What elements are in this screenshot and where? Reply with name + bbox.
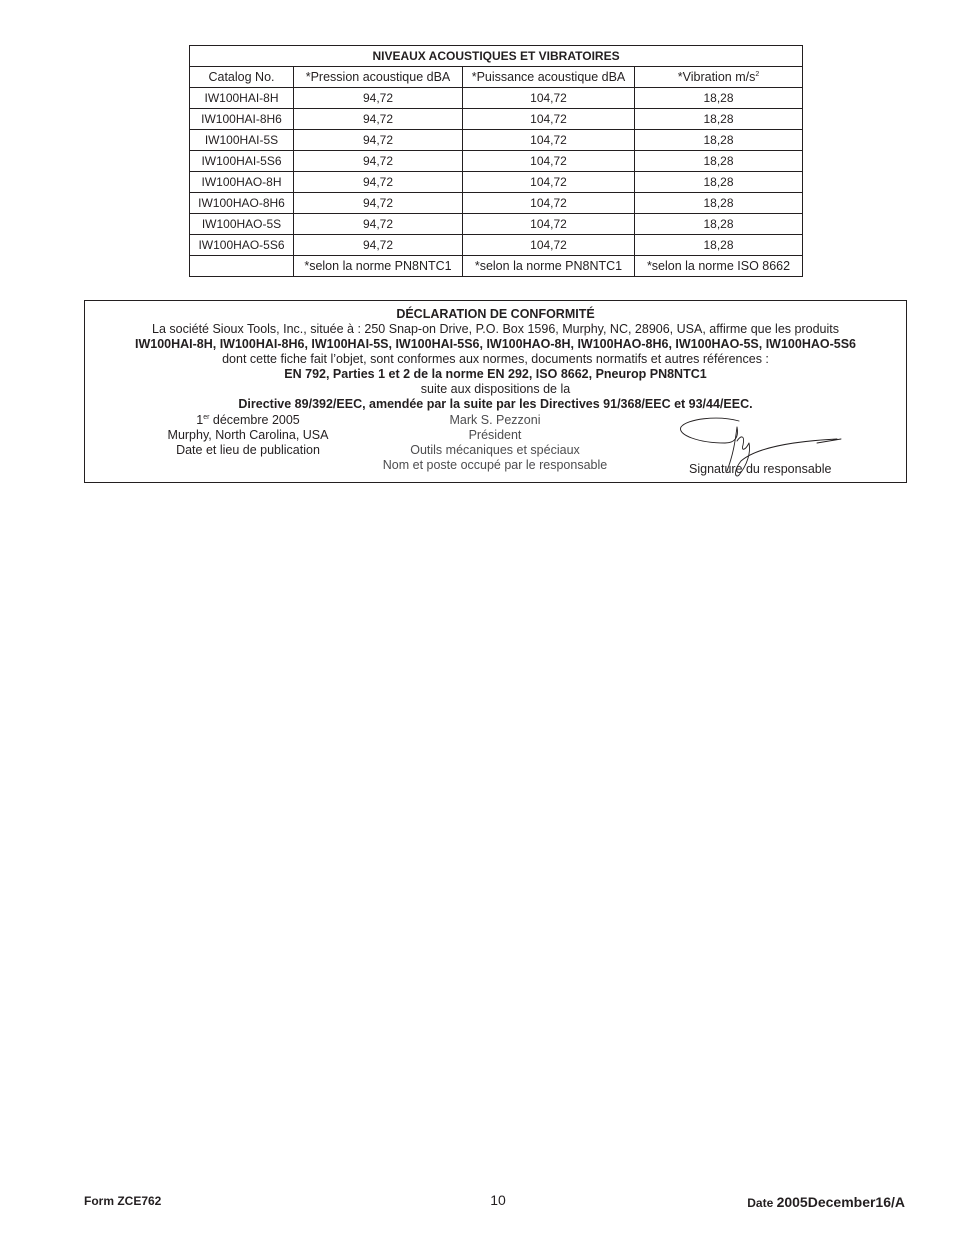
publication-date: 1er décembre 2005 xyxy=(196,413,300,427)
table-row xyxy=(190,193,803,214)
sound-pressure-cell: 94,72 xyxy=(294,193,463,214)
declaration-company-line: La société Sioux Tools, Inc., située à : 250 Snap-on Drive, P.O. Box 1596, Murphy, NC, 28906, USA, affirme que les produits xyxy=(152,322,839,336)
footer-standard-pressure: *selon la norme PN8NTC1 xyxy=(294,256,463,277)
sound-power-cell: 104,72 xyxy=(463,151,635,172)
footer-cell-empty xyxy=(190,256,294,277)
catalog-number-cell: IW100HAO-5S xyxy=(190,214,294,235)
declaration-conformity-line: dont cette fiche fait l’objet, sont conformes aux normes, documents normatifs et autres références : xyxy=(222,352,769,366)
sound-power-cell: 104,72 xyxy=(463,88,635,109)
sound-power-cell: 104,72 xyxy=(463,214,635,235)
catalog-number-cell: IW100HAI-8H6 xyxy=(190,109,294,130)
sound-pressure-cell: 94,72 xyxy=(294,214,463,235)
catalog-number-cell: IW100HAI-5S6 xyxy=(190,151,294,172)
catalog-number-cell: IW100HAO-5S6 xyxy=(190,235,294,256)
catalog-number-cell: IW100HAI-5S xyxy=(190,130,294,151)
table-row xyxy=(190,172,803,193)
signature-label: Signature du responsable xyxy=(689,462,832,476)
footer-standard-power: *selon la norme PN8NTC1 xyxy=(463,256,635,277)
declaration-products: IW100HAI-8H, IW100HAI-8H6, IW100HAI-5S, IW100HAI-5S6, IW100HAO-8H, IW100HAO-8H6, IW100HAO-5S, IW100HAO-5S6 xyxy=(134,337,857,351)
vibration-cell: 18,28 xyxy=(635,130,803,151)
table-row xyxy=(190,214,803,235)
signer-title: Président xyxy=(468,428,522,442)
revision-date: Date 2005December16/A xyxy=(747,1194,905,1210)
catalog-number-cell: IW100HAI-8H xyxy=(190,88,294,109)
vibration-cell: 18,28 xyxy=(635,172,803,193)
header-sound-pressure: *Pression acoustique dBA xyxy=(294,67,463,88)
signer-department: Outils mécaniques et spéciaux xyxy=(410,443,580,457)
sound-power-cell: 104,72 xyxy=(463,172,635,193)
table-title: NIVEAUX ACOUSTIQUES ET VIBRATOIRES xyxy=(190,46,803,67)
sound-pressure-cell: 94,72 xyxy=(294,130,463,151)
vibration-cell: 18,28 xyxy=(635,193,803,214)
sound-power-cell: 104,72 xyxy=(463,193,635,214)
catalog-number-cell: IW100HAO-8H6 xyxy=(190,193,294,214)
table-row xyxy=(190,88,803,109)
publication-date-place xyxy=(133,413,363,458)
table-footer-row xyxy=(190,256,803,277)
header-sound-power: *Puissance acoustique dBA xyxy=(463,67,635,88)
vibration-cell: 18,28 xyxy=(635,235,803,256)
header-catalog-no: Catalog No. xyxy=(190,67,294,88)
sound-power-cell: 104,72 xyxy=(463,235,635,256)
signer-name: Mark S. Pezzoni xyxy=(449,413,541,427)
signer-info xyxy=(365,413,625,473)
table-row xyxy=(190,151,803,172)
declaration-of-conformity xyxy=(84,300,907,483)
declaration-title: DÉCLARATION DE CONFORMITÉ xyxy=(396,307,595,321)
sound-pressure-cell: 94,72 xyxy=(294,235,463,256)
sound-pressure-cell: 94,72 xyxy=(294,109,463,130)
sound-pressure-cell: 94,72 xyxy=(294,151,463,172)
sound-pressure-cell: 94,72 xyxy=(294,172,463,193)
declaration-standards: EN 792, Parties 1 et 2 de la norme EN 292, ISO 8662, Pneurop PN8NTC1 xyxy=(284,367,707,381)
declaration-provisions-line: suite aux dispositions de la xyxy=(420,382,571,396)
form-number: Form ZCE762 xyxy=(84,1194,162,1208)
table-row xyxy=(190,109,803,130)
acoustic-vibration-table xyxy=(189,45,803,277)
page-number: 10 xyxy=(490,1192,506,1208)
sound-pressure-cell: 94,72 xyxy=(294,88,463,109)
vibration-cell: 18,28 xyxy=(635,151,803,172)
vibration-cell: 18,28 xyxy=(635,88,803,109)
vibration-cell: 18,28 xyxy=(635,109,803,130)
footer-standard-vibration: *selon la norme ISO 8662 xyxy=(635,256,803,277)
declaration-directive: Directive 89/392/EEC, amendée par la suite par les Directives 91/368/EEC et 93/44/EEC. xyxy=(238,397,753,411)
table-header-row xyxy=(190,67,803,88)
publication-place: Murphy, North Carolina, USA xyxy=(167,428,329,442)
sound-power-cell: 104,72 xyxy=(463,109,635,130)
signer-label: Nom et poste occupé par le responsable xyxy=(382,458,608,472)
vibration-cell: 18,28 xyxy=(635,214,803,235)
sound-power-cell: 104,72 xyxy=(463,130,635,151)
catalog-number-cell: IW100HAO-8H xyxy=(190,172,294,193)
date-place-label: Date et lieu de publication xyxy=(176,443,320,457)
table-row xyxy=(190,235,803,256)
table-row xyxy=(190,130,803,151)
header-vibration: *Vibration $m/s^2$ xyxy=(635,67,803,88)
